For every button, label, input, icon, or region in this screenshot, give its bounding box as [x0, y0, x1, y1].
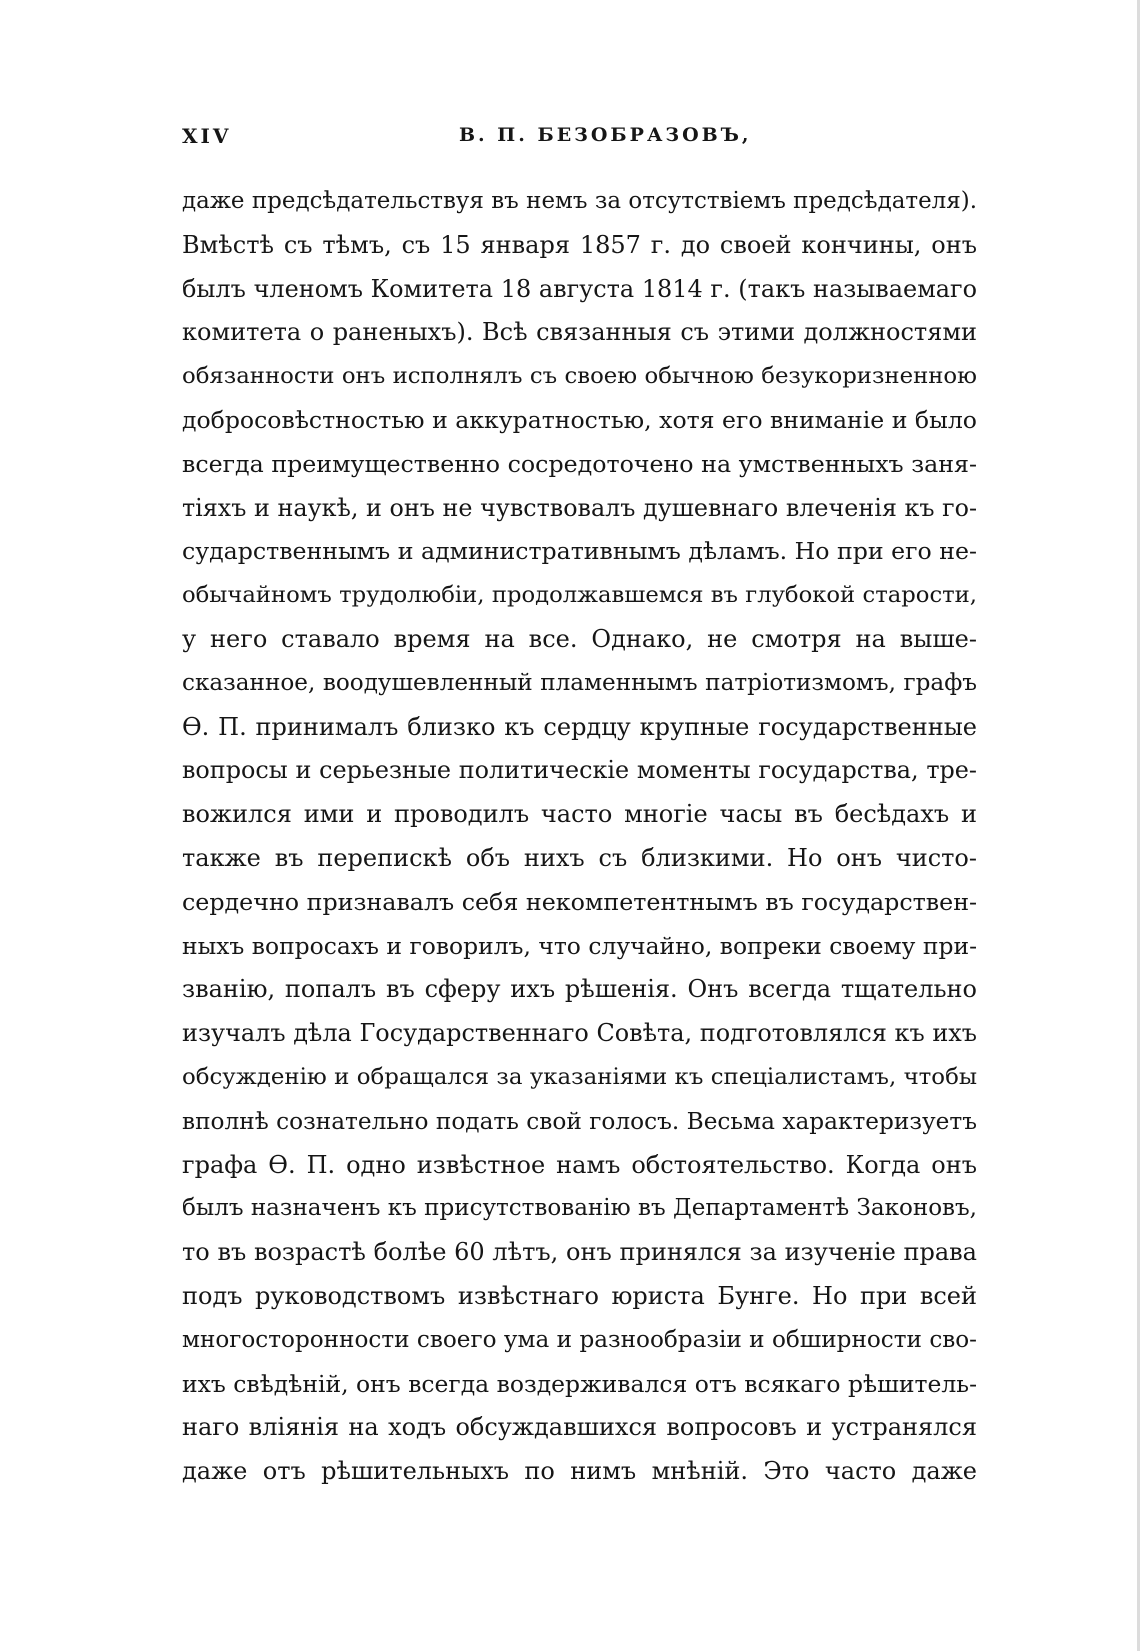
- text-line: у него ставало время на все. Однако, не смотря на выше-: [182, 624, 977, 653]
- text-line: всегда преимущественно сосредоточено на умственныхъ заня-: [182, 449, 977, 478]
- text-line: добросовѣстностью и аккуратностью, хотя его вниманіе и было: [182, 405, 977, 434]
- text-line: обсужденію и обращался за указаніями къ спеціалистамъ, чтобы: [182, 1063, 977, 1090]
- text-line: былъ членомъ Комитета 18 августа 1814 г. (такъ называемаго: [182, 274, 977, 303]
- text-line: комитета о раненыхъ). Всѣ связанныя съ этими должностями: [182, 318, 977, 347]
- text-line: Ѳ. П. принималъ близко къ сердцу крупные государственные: [182, 712, 977, 741]
- text-line: подъ руководствомъ извѣстнаго юриста Бунге. Но при всей: [182, 1281, 977, 1310]
- text-line: званію, попалъ въ сферу ихъ рѣшенія. Онъ всегда тщательно: [182, 975, 977, 1004]
- text-line: сердечно признавалъ себя некомпетентнымъ въ государствен-: [182, 887, 978, 916]
- running-title: В. П. БЕЗОБРАЗОВЪ,: [459, 124, 752, 146]
- page-header: [182, 124, 982, 154]
- text-line: обязанности онъ исполнялъ съ своею обычною безукоризненною: [182, 363, 977, 390]
- text-line: сказанное, воодушевленный пламеннымъ патріотизмомъ, графъ: [182, 669, 977, 696]
- text-line: то въ возрастѣ болѣе 60 лѣтъ, онъ принялся за изученіе права: [182, 1238, 977, 1267]
- body-text: [182, 180, 977, 1494]
- text-line: вполнѣ сознательно подать свой голосъ. Весьма характеризуетъ: [182, 1107, 977, 1135]
- text-line: графа Ѳ. П. одно извѣстное намъ обстоятельство. Когда онъ: [182, 1150, 977, 1179]
- text-line: наго вліянія на ходъ обсуждавшихся вопросовъ и устранялся: [182, 1413, 977, 1442]
- text-line: ихъ свѣдѣній, онъ всегда воздерживался отъ всякаго рѣшитель-: [182, 1369, 977, 1398]
- text-line: Вмѣстѣ съ тѣмъ, съ 15 января 1857 г. до своей кончины, онъ: [182, 230, 977, 259]
- text-line: также въ перепискѣ объ нихъ съ близкими. Но онъ чисто-: [182, 843, 977, 872]
- text-line: многосторонности своего ума и разнообразіи и обширности сво-: [182, 1326, 977, 1353]
- text-line: изучалъ дѣла Государственнаго Совѣта, подготовлялся къ ихъ: [182, 1019, 977, 1048]
- text-line: даже отъ рѣшительныхъ по нимъ мнѣній. Это часто даже: [182, 1457, 977, 1486]
- text-line: вопросы и серьезные политическіе моменты государства, тре-: [182, 756, 977, 785]
- text-line: вожился ими и проводилъ часто многіе часы въ бесѣдахъ и: [182, 800, 977, 829]
- text-line: ныхъ вопросахъ и говорилъ, что случайно, вопреки своему при-: [182, 931, 977, 960]
- text-line: былъ назначенъ къ присутствованію въ Департаментѣ Законовъ,: [182, 1195, 977, 1222]
- text-line: даже предсѣдательствуя въ немъ за отсутствіемъ предсѣдателя).: [182, 188, 977, 214]
- text-line: обычайномъ трудолюбіи, продолжавшемся въ глубокой старости,: [182, 582, 977, 609]
- text-line: сударственнымъ и административнымъ дѣламъ. Но при его не-: [182, 537, 977, 566]
- page-number: XIV: [182, 124, 232, 148]
- text-line: тіяхъ и наукѣ, и онъ не чувствовалъ душевнаго влеченія къ го-: [182, 493, 977, 522]
